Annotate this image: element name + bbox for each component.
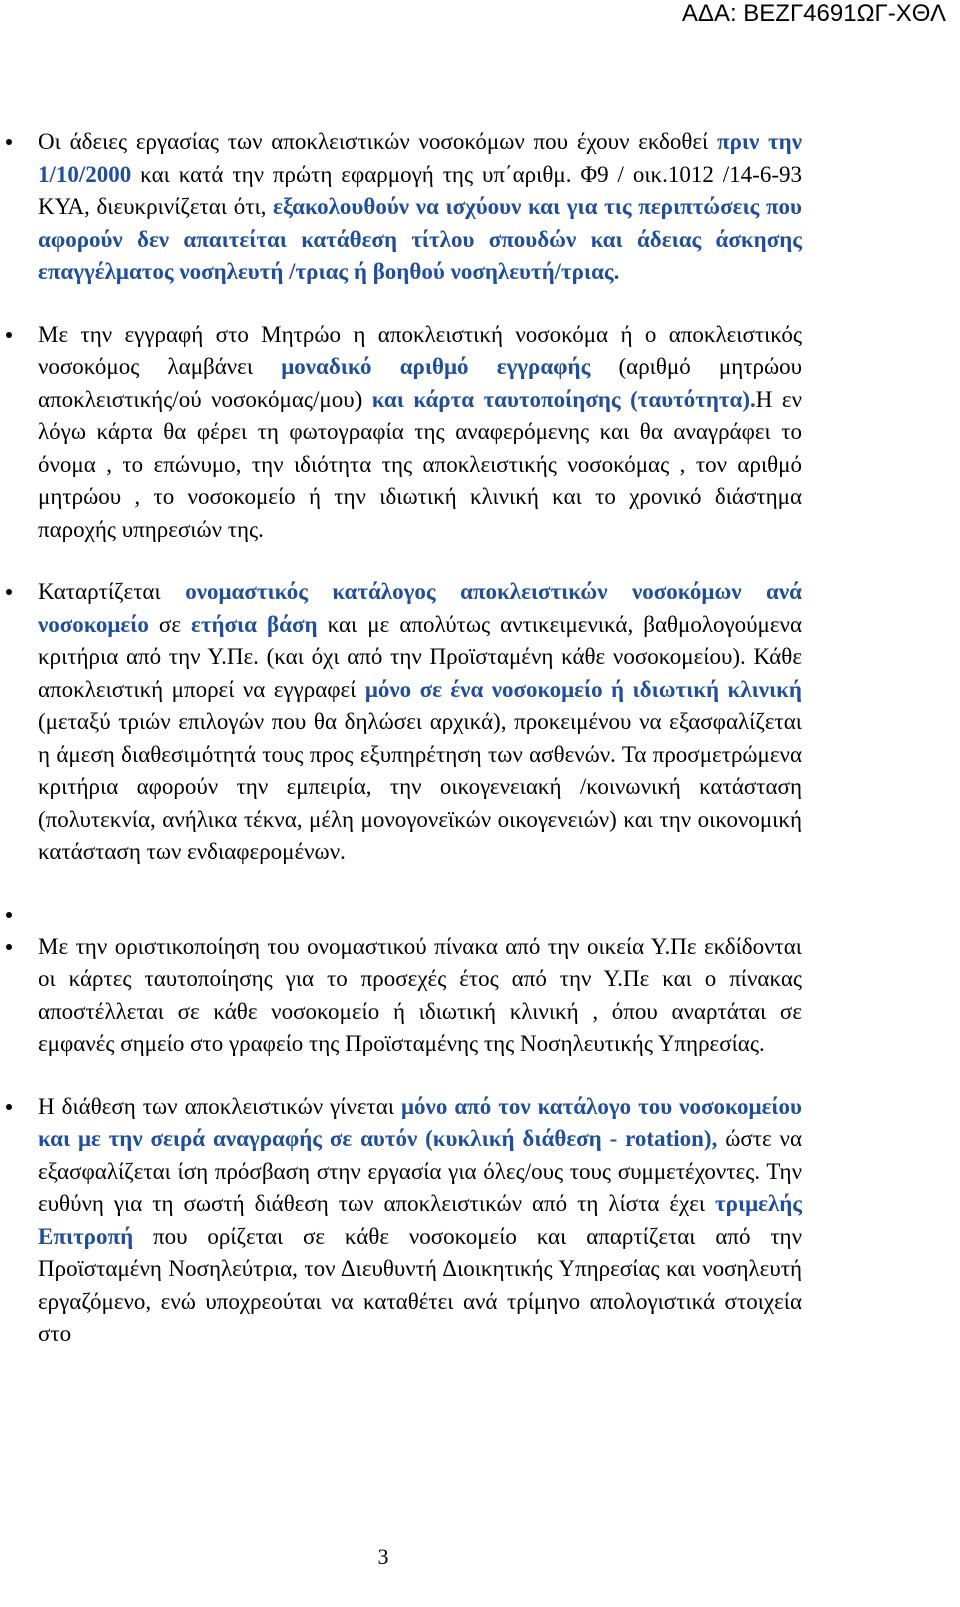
paragraph-text: και με απολύτως αντικειμενικά, βαθμολογούμενα κριτήρια από την Υ.Πε. (και όχι από την Προϊσταμένη κάθε νοσοκομείου). Κάθε αποκλειστική μπορεί να εγγραφεί [38,611,802,702]
paragraph-text: (μεταξύ τριών επιλογών που θα δηλώσει αρχικά), προκειμένου να εξασφαλίζεται η άμεση διαθεσιμότητά τους προς εξυπηρέτηση των ασθενών. Τα προσμετρώμενα κριτήρια αφορούν την εμπειρία, την οικογενειακή /κοινωνική κατάσταση (πολυτεκνία, ανήλικα τέκνα, μέλη μονογονεϊκών οικογενειών) και την οικονομική κατάσταση των ενδιαφερομένων. [38,709,802,864]
paragraph-text: που ορίζεται σε κάθε νοσοκομείο και απαρτίζεται από την Προϊσταμένη Νοσηλεύτρια, τον Διευθυντή Διοικητικής Υπηρεσίας και νοσηλευτή εργαζόμενο, ενώ υποχρεούται να καταθέτει ανά τρίμηνο απολογιστικά στοιχεία στο [38,1223,802,1346]
bullet-item [0,899,802,931]
paragraph-text: (αριθμό μητρώου αποκλειστικής/ού νοσοκόμας/μου) [38,354,802,412]
highlighted-text: μόνο από τον κατάλογο του νοσοκομείου και με την σειρά αναγραφής σε αυτόν (κυκλική διάθεση - rotation), [38,1093,802,1151]
paragraph-text: σε [148,611,192,637]
bullet-list [0,126,960,1351]
bullet-dot-icon [6,1104,12,1110]
paragraph-text: Με την οριστικοποίηση του ονομαστικού πίνακα από την οικεία Υ.Πε εκδίδονται οι κάρτες ταυτοποίησης για το προσεχές έτος από την Υ.Πε και ο πίνακας αποστέλλεται σε κάθε νοσοκομείο ή ιδιωτική κλινική , όπου αναρτάται σε εμφανές σημείο στο γραφείο της Προϊσταμένης της Νοσηλευτικής Υπηρεσίας. [38,933,802,1056]
bullet-dot-icon [6,912,12,918]
highlighted-text: ονομαστικός κατάλογος αποκλειστικών νοσοκόμων ανά νοσοκομείο [38,579,803,637]
paragraph-text: Η διάθεση των αποκλειστικών γίνεται [38,1093,402,1119]
highlighted-text: και κάρτα ταυτοποίησης (ταυτότητα). [371,386,756,412]
page-number: 3 [377,1544,389,1569]
bullet-paragraph [38,931,802,1061]
bullet-paragraph [38,576,802,869]
paragraph-text: και κατά την πρώτη εφαρμογή της υπ΄αριθμ. Φ9 / οικ.1012 /14-6-93 ΚΥΑ, διευκρινίζεται ότι, [38,161,802,219]
bullet-item [0,319,802,547]
document-body [0,126,960,1381]
bullet-dot-icon [6,589,12,595]
bullet-dot-icon [6,332,12,338]
bullet-paragraph [38,126,802,289]
bullet-dot-icon [6,944,12,950]
paragraph-text: Η εν λόγω κάρτα θα φέρει τη φωτογραφία της αναφερόμενης και θα αναγράφει το όνομα , το επώνυμο, την ιδιότητα της αποκλειστικής νοσοκόμας , τον αριθμό μητρώου , το νοσοκομείο ή την ιδιωτική κλινική και το χρονικό διάστημα παροχής υπηρεσιών της. [38,386,802,542]
highlighted-text: πριν την 1/10/2000 [38,129,802,187]
highlighted-text: τριμελής Επιτροπή [38,1191,802,1249]
paragraph-text: Με την εγγραφή στο Μητρώο η αποκλειστική νοσοκόμα ή ο αποκλειστικός νοσοκόμος λαμβάνει [38,321,802,379]
bullet-item [0,126,802,289]
highlighted-text: μόνο σε ένα νοσοκομείο ή ιδιωτική κλινική [364,676,802,702]
bullet-item [0,1091,802,1351]
bullet-item [0,576,802,869]
paragraph-text: Καταρτίζεται [38,579,186,604]
ada-code: ΑΔΑ: ΒΕΖΓ4691ΩΓ-ΧΘΛ [681,0,946,27]
bullet-dot-icon [6,139,12,145]
highlighted-text: ετήσια βάση [191,611,318,637]
paragraph-text: Οι άδειες εργασίας των αποκλειστικών νοσοκόμων που έχουν εκδοθεί [38,129,717,154]
paragraph-text: ώστε να εξασφαλίζεται ίση πρόσβαση στην εργασία για όλες/ους τους συμμετέχοντες. Την ευθύνη για τη σωστή διάθεση των αποκλειστικών από τη λίστα έχει [38,1126,802,1216]
bullet-paragraph [38,1091,802,1351]
highlighted-text: μοναδικό αριθμό εγγραφής [281,354,591,379]
highlighted-text: εξακολουθούν να ισχύουν και για τις περιπτώσεις που αφορούν δεν απαιτείται κατάθεση τίτλου σπουδών και άδειας άσκησης επαγγέλματος νοσηλευτή /τριας ή βοηθού νοσηλευτή/τριας. [38,194,802,284]
bullet-paragraph [38,319,802,547]
bullet-item [0,931,802,1061]
